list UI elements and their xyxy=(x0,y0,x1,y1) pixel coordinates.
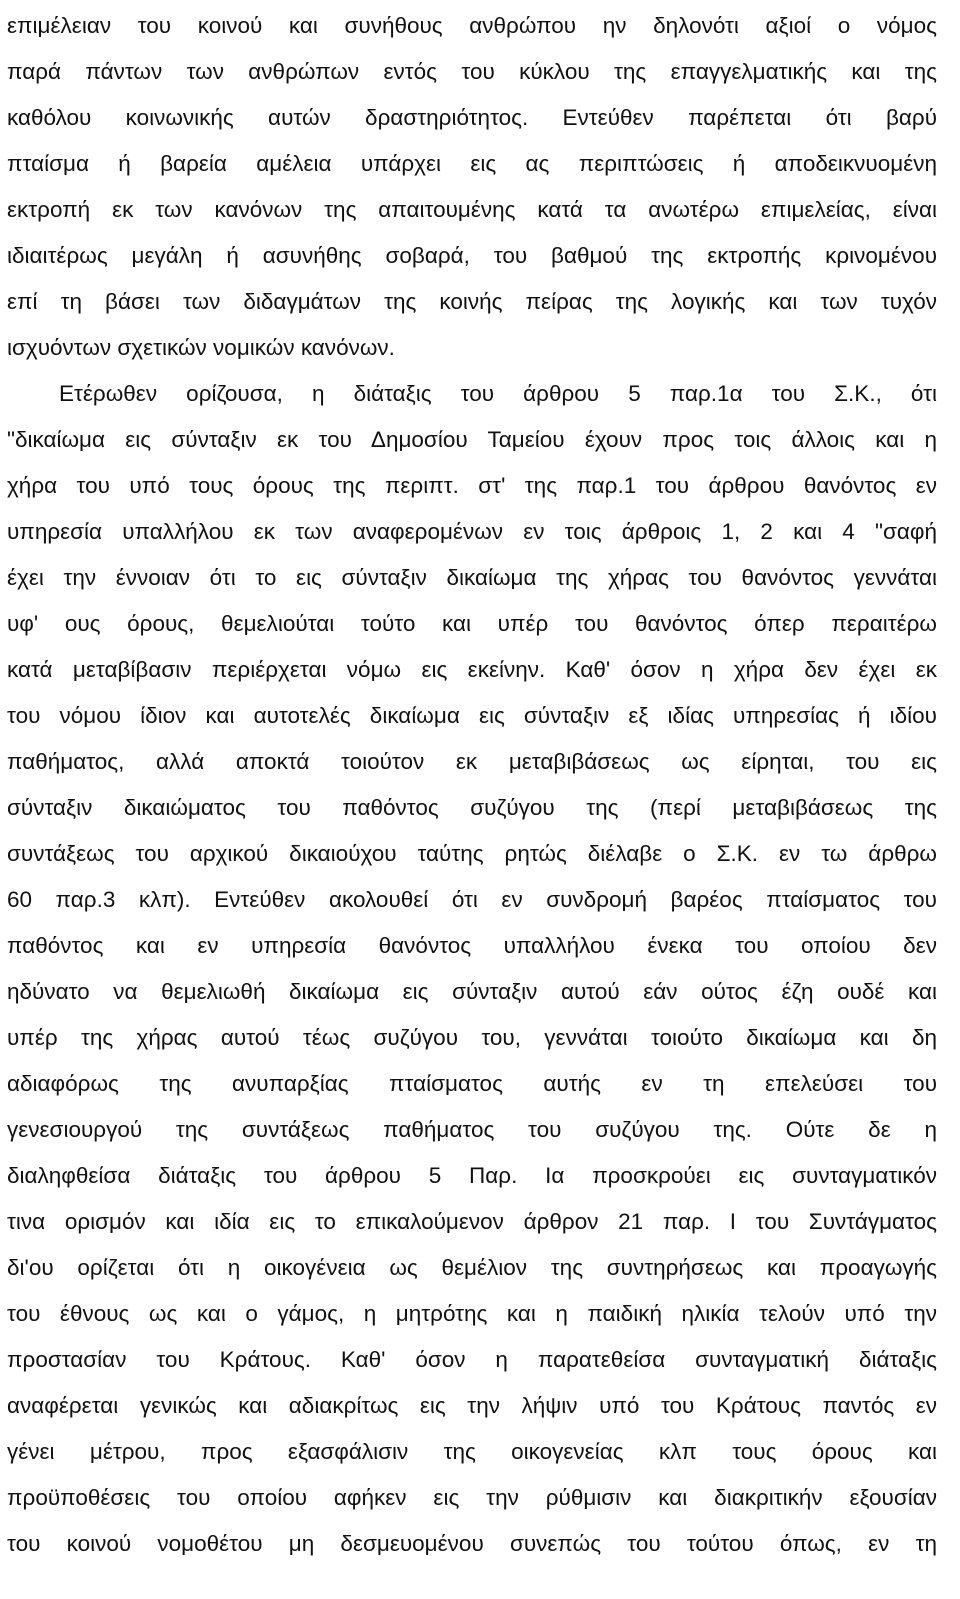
text-line: αναφέρεται γενικώς και αδιακρίτως εις την λήψιν υπό του Κράτους παντός εν xyxy=(7,1393,937,1418)
text-line: επί τη βάσει των διδαγμάτων της κοινής πείρας της λογικής και των τυχόν xyxy=(7,289,937,314)
text-line: Ετέρωθεν ορίζουσα, η διάταξις του άρθρου 5 παρ.1α του Σ.Κ., ότι xyxy=(59,381,937,406)
text-line: ιδιαιτέρως μεγάλη ή ασυνήθης σοβαρά, του βαθμού της εκτροπής κρινομένου xyxy=(7,243,937,268)
text-line: προστασίαν του Κράτους. Καθ' όσον η παρατεθείσα συνταγματική διάταξις xyxy=(7,1347,937,1372)
text-line: του κοινού νομοθέτου μη δεσμευομένου συνεπώς του τούτου όπως, εν τη xyxy=(7,1531,937,1556)
text-line: αδιαφόρως της ανυπαρξίας πταίσματος αυτής εν τη επελεύσει του xyxy=(7,1071,937,1096)
text-line: γενεσιουργού της συντάξεως παθήματος του συζύγου της. Ούτε δε η xyxy=(7,1117,937,1142)
text-line: πταίσμα ή βαρεία αμέλεια υπάρχει εις ας περιπτώσεις ή αποδεικνυομένη xyxy=(7,151,937,176)
text-line: σύνταξιν δικαιώματος του παθόντος συζύγου της (περί μεταβιβάσεως της xyxy=(7,795,937,820)
text-line: τινα ορισμόν και ιδία εις το επικαλούμενον άρθρον 21 παρ. Ι του Συντάγματος xyxy=(7,1209,937,1234)
text-line: υφ' ους όρους, θεμελιούται τούτο και υπέρ του θανόντος όπερ περαιτέρω xyxy=(7,611,937,636)
text-line: κατά μεταβίβασιν περιέρχεται νόμω εις εκείνην. Καθ' όσον η χήρα δεν έχει εκ xyxy=(7,657,937,682)
text-line: ηδύνατο να θεμελιωθή δικαίωμα εις σύνταξιν αυτού εάν ούτος έζη ουδέ και xyxy=(7,979,937,1004)
text-line: του νόμου ίδιον και αυτοτελές δικαίωμα εις σύνταξιν εξ ιδίας υπηρεσίας ή ιδίου xyxy=(7,703,937,728)
text-line: συντάξεως του αρχικού δικαιούχου ταύτης ρητώς διέλαβε ο Σ.Κ. εν τω άρθρω xyxy=(7,841,937,866)
text-line: καθόλου κοινωνικής αυτών δραστηριότητος. Εντεύθεν παρέπεται ότι βαρύ xyxy=(7,105,937,130)
text-line: επιμέλειαν του κοινού και συνήθους ανθρώπου ην δηλονότι αξιοί ο νόμος xyxy=(7,13,937,38)
text-line: παρά πάντων των ανθρώπων εντός του κύκλου της επαγγελματικής και της xyxy=(7,59,937,84)
text-line: γένει μέτρου, προς εξασφάλισιν της οικογενείας κλπ τους όρους και xyxy=(7,1439,937,1464)
text-line: υπέρ της χήρας αυτού τέως συζύγου του, γεννάται τοιούτο δικαίωμα και δη xyxy=(7,1025,937,1050)
text-line: υπηρεσία υπαλλήλου εκ των αναφερομένων εν τοις άρθροις 1, 2 και 4 "σαφή xyxy=(7,519,937,544)
text-line: εκτροπή εκ των κανόνων της απαιτουμένης κατά τα ανωτέρω επιμελείας, είναι xyxy=(7,197,937,222)
text-line: διαληφθείσα διάταξις του άρθρου 5 Παρ. Ια προσκρούει εις συνταγματικόν xyxy=(7,1163,937,1188)
text-line: παθήματος, αλλά αποκτά τοιούτον εκ μεταβιβάσεως ως είρηται, του εις xyxy=(7,749,937,774)
text-line: δι'ου ορίζεται ότι η οικογένεια ως θεμέλιον της συντηρήσεως και προαγωγής xyxy=(7,1255,937,1280)
text-line: χήρα του υπό τους όρους της περιπτ. στ' της παρ.1 του άρθρου θανόντος εν xyxy=(7,473,937,498)
text-line: προϋποθέσεις του οποίου αφήκεν εις την ρύθμισιν και διακριτικήν εξουσίαν xyxy=(7,1485,937,1510)
text-line: παθόντος και εν υπηρεσία θανόντος υπαλλήλου ένεκα του οποίου δεν xyxy=(7,933,937,958)
text-line: του έθνους ως και ο γάμος, η μητρότης και η παιδική ηλικία τελούν υπό την xyxy=(7,1301,937,1326)
text-line: 60 παρ.3 κλπ). Εντεύθεν ακολουθεί ότι εν συνδρομή βαρέος πταίσματος του xyxy=(7,887,937,912)
text-line: "δικαίωμα εις σύνταξιν εκ του Δημοσίου Ταμείου έχουν προς τοις άλλοις και η xyxy=(7,427,937,452)
text-line: έχει την έννοιαν ότι το εις σύνταξιν δικαίωμα της χήρας του θανόντος γεννάται xyxy=(7,565,937,590)
text-line: ισχυόντων σχετικών νομικών κανόνων. xyxy=(7,335,395,360)
